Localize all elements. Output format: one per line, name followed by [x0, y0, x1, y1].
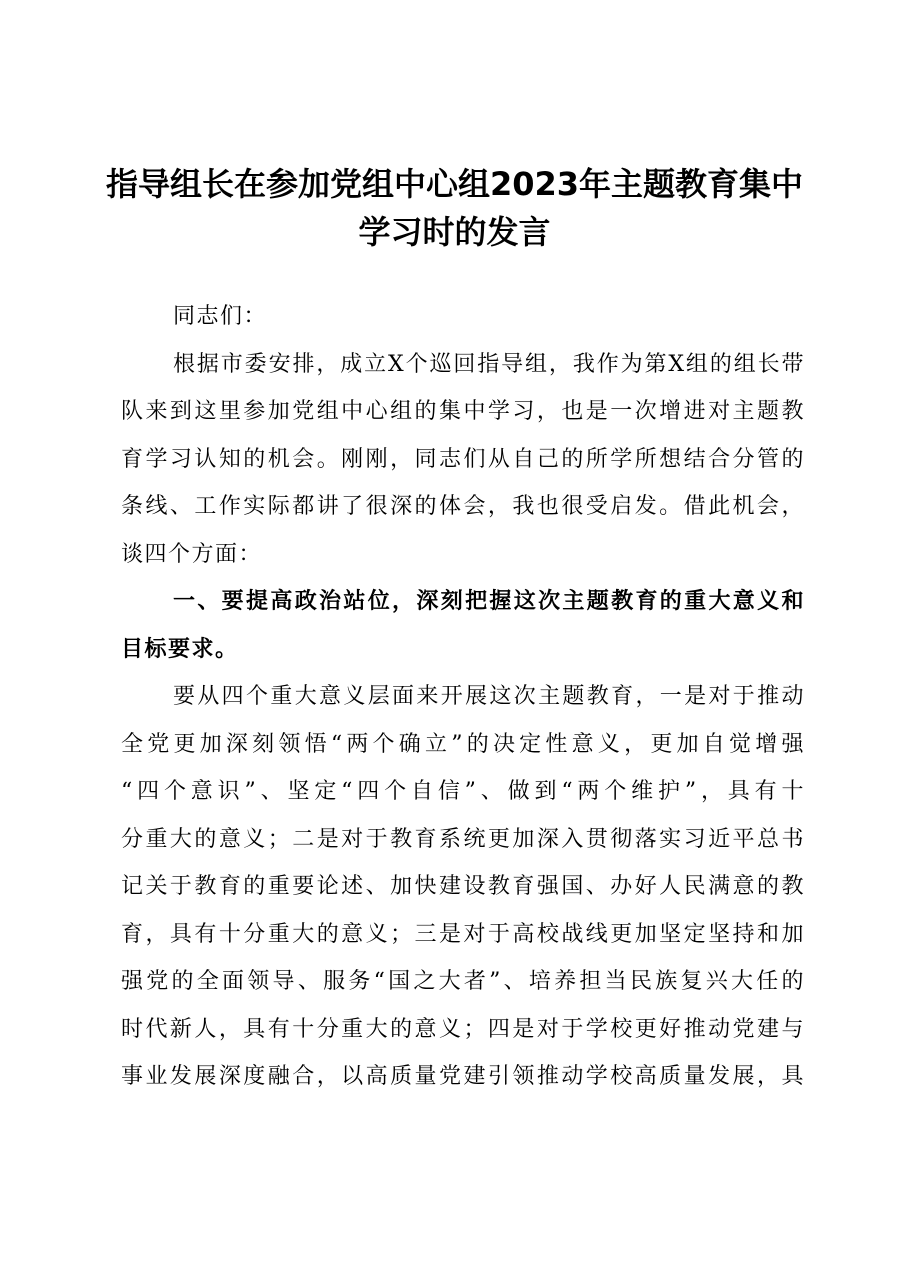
paragraph-2-line: 全党更加深刻领悟“两个确立”的决定性意义，更加自觉增强 [121, 731, 805, 757]
section-heading-1-line: 目标要求。 [121, 635, 239, 662]
document-title [100, 160, 809, 256]
paragraph-1-line: 根据市委安排，成立X个巡回指导组，我作为第X组的组长带 [173, 351, 805, 377]
paragraph-1-line: 育学习认知的机会。刚刚，同志们从自己的所学所想结合分管的 [121, 446, 805, 472]
paragraph-2-line: 记关于教育的重要论述、加快建设教育强国、办好人民满意的教 [121, 874, 805, 899]
salutation: 同志们： [173, 304, 268, 329]
paragraph-2-line: 育，具有十分重大的意义；三是对于高校战线更加坚定坚持和加 [121, 921, 805, 947]
paragraph-2-line: 要从四个重大意义层面来开展这次主题教育，一是对于推动 [173, 684, 805, 709]
title-line: 指导组长在参加党组中心组2023年主题教育集中 [105, 165, 804, 203]
document-body [121, 293, 805, 1101]
paragraph-1-line: 条线、工作实际都讲了很深的体会，我也很受启发。借此机会， [121, 494, 805, 519]
paragraph-2-line: 事业发展深度融合，以高质量党建引领推动学校高质量发展，具 [121, 1064, 805, 1089]
paragraph-1-line: 队来到这里参加党组中心组的集中学习，也是一次增进对主题教 [121, 399, 805, 424]
paragraph-2-line: 分重大的意义；二是对于教育系统更加深入贯彻落实习近平总书 [121, 826, 805, 852]
paragraph-2-line: 强党的全面领导、服务“国之大者”、培养担当民族复兴大任的 [121, 969, 805, 994]
section-heading-1-line: 一、要提高政治站位，深刻把握这次主题教育的重大意义和 [173, 588, 805, 614]
paragraph-2-line: “四个意识”、坚定“四个自信”、做到“两个维护”，具有十 [121, 779, 805, 804]
paragraph-1-line: 谈四个方面： [121, 541, 263, 567]
title-line: 学习时的发言 [358, 213, 551, 251]
paragraph-2-line: 时代新人，具有十分重大的意义；四是对于学校更好推动党建与 [121, 1016, 805, 1042]
